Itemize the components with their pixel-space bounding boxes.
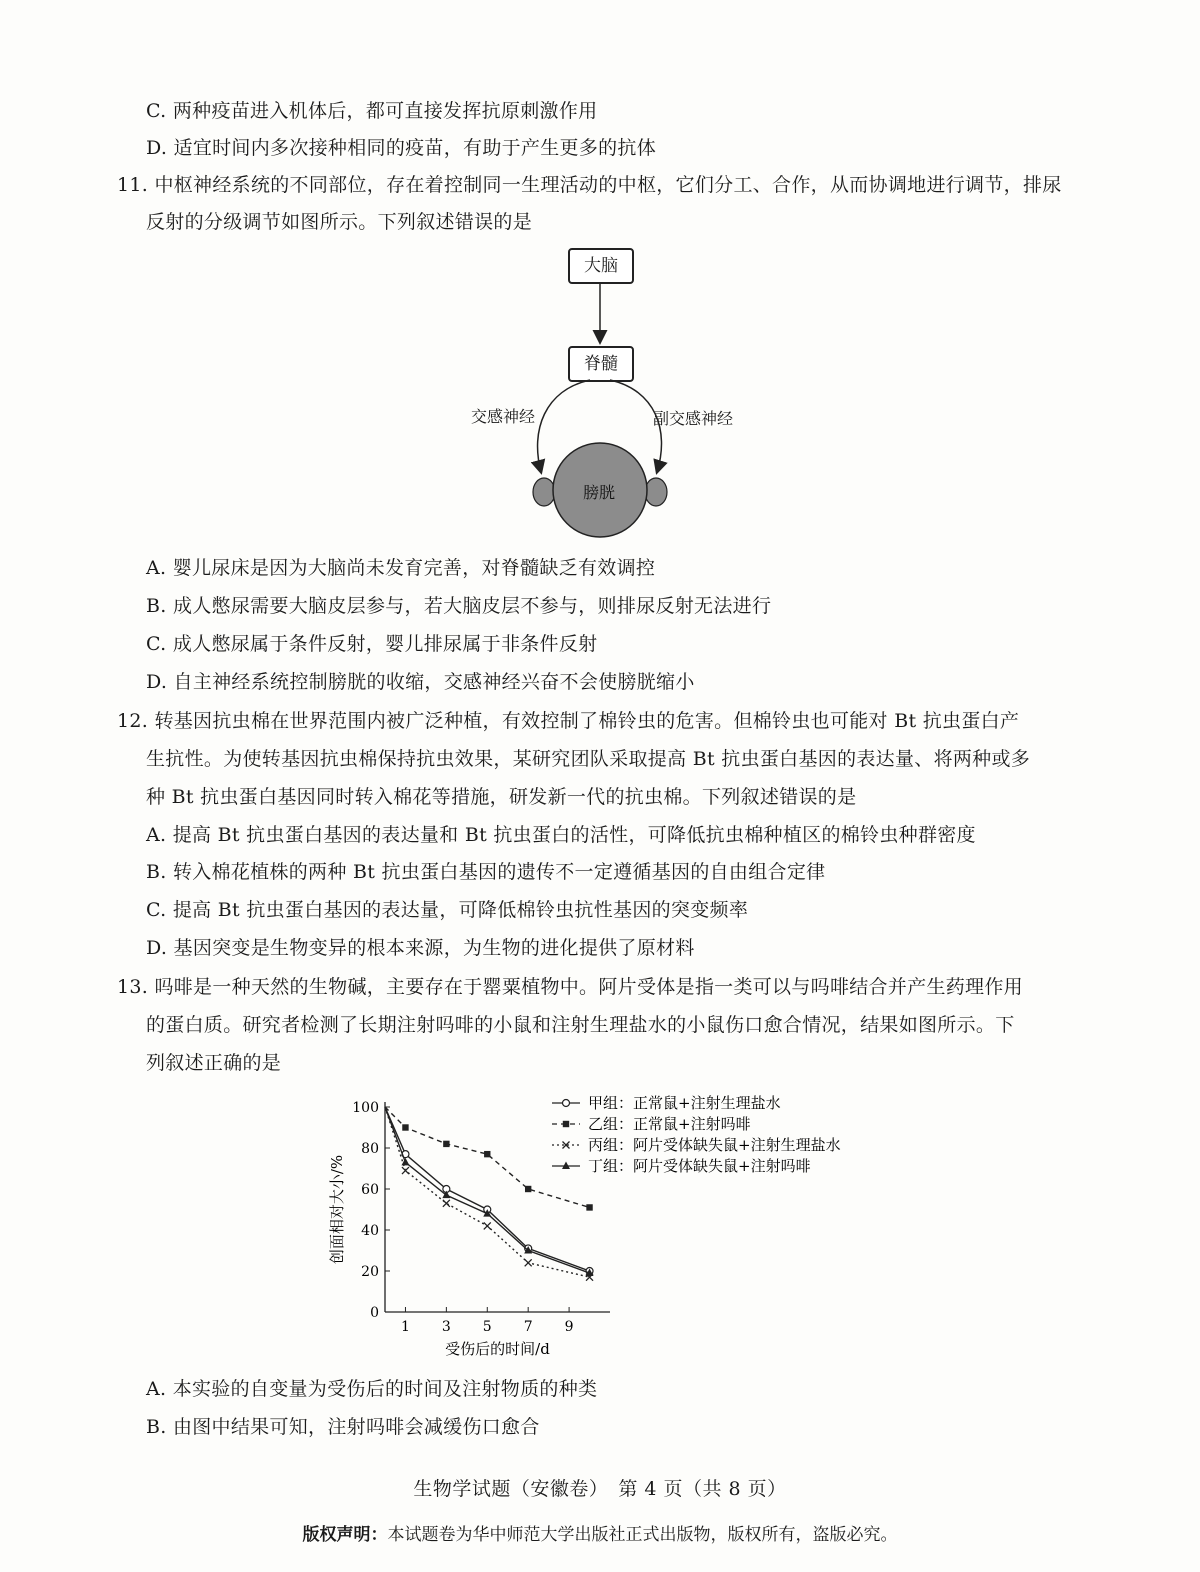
q13-stem-line1: 13. 吗啡是一种天然的生物碱，主要存在于罂粟植物中。阿片受体是指一类可以与吗啡结合并产生药理作用: [117, 976, 1023, 998]
q13-stem-line2: 的蛋白质。研究者检测了长期注射吗啡的小鼠和注射生理盐水的小鼠伤口愈合情况，结果如图所示。下: [146, 1014, 1015, 1036]
y-tick-label: 80: [361, 1141, 379, 1157]
q13-option-b: B. 由图中结果可知，注射吗啡会减缓伤口愈合: [146, 1416, 540, 1438]
spinal-cord-box: 脊髓: [568, 346, 634, 382]
q10-option-c: C. 两种疫苗进入机体后，都可直接发挥抗原刺激作用: [146, 100, 598, 122]
legend-label-3: 丁组：阿片受体缺失鼠+注射吗啡: [588, 1157, 811, 1175]
q12-option-a: A. 提高 Bt 抗虫蛋白基因的表达量和 Bt 抗虫蛋白的活性，可降低抗虫棉种植区的棉铃虫种群密度: [146, 824, 976, 846]
q12-stem-line2: 生抗性。为使转基因抗虫棉保持抗虫效果，某研究团队采取提高 Bt 抗虫蛋白基因的表达量、将两种或多: [146, 748, 1031, 770]
y-axis-label: 创面相对大小/%: [328, 1154, 346, 1265]
q12-option-d: D. 基因突变是生物变异的根本来源，为生物的进化提供了原材料: [146, 937, 695, 959]
sympathetic-label: 交感神经: [471, 407, 536, 426]
triangle-marker: [562, 1162, 570, 1170]
cross-marker: [484, 1222, 491, 1229]
diagram-graphics: [0, 0, 1200, 560]
cross-marker: [402, 1167, 409, 1174]
q11-stem-line2: 反射的分级调节如图所示。下列叙述错误的是: [146, 211, 533, 233]
page-footer: 生物学试题（安徽卷） 第 4 页（共 8 页）: [413, 1478, 787, 1500]
legend-label-1: 乙组：正常鼠+注射吗啡: [588, 1115, 751, 1133]
brain-box: 大脑: [568, 248, 634, 284]
circle-marker: [563, 1100, 570, 1107]
x-tick-label: 9: [564, 1319, 574, 1335]
square-marker: [525, 1186, 531, 1192]
series-line-2: [385, 1107, 590, 1277]
cross-marker: [525, 1259, 532, 1266]
q13-option-a: A. 本实验的自变量为受伤后的时间及注射物质的种类: [146, 1378, 598, 1400]
q11-option-d: D. 自主神经系统控制膀胱的收缩，交感神经兴奋不会使膀胱缩小: [146, 671, 695, 693]
copyright-notice: [0, 1520, 1200, 1545]
y-tick-label: 60: [361, 1182, 379, 1198]
y-tick-label: 100: [352, 1100, 379, 1116]
x-tick-label: 1: [400, 1319, 410, 1335]
q11-stem-line1: 11. 中枢神经系统的不同部位，存在着控制同一生理活动的中枢，它们分工、合作，从而协调地进行调节，排尿: [117, 174, 1062, 196]
q12-stem-line3: 种 Bt 抗虫蛋白基因同时转入棉花等措施，研发新一代的抗虫棉。下列叙述错误的是: [146, 786, 857, 808]
square-marker: [402, 1124, 408, 1130]
q10-option-d: D. 适宜时间内多次接种相同的疫苗，有助于产生更多的抗体: [146, 137, 657, 159]
y-tick-label: 20: [361, 1264, 379, 1280]
bladder-left-lobe: [533, 478, 555, 506]
q12-option-b: B. 转入棉花植株的两种 Bt 抗虫蛋白基因的遗传不一定遵循基因的自由组合定律: [146, 861, 826, 883]
x-tick-label: 7: [523, 1319, 533, 1335]
square-marker: [563, 1121, 569, 1127]
bladder-label: 膀胱: [583, 483, 616, 502]
legend-label-0: 甲组：正常鼠+注射生理盐水: [588, 1094, 781, 1112]
q12-stem-line1: 12. 转基因抗虫棉在世界范围内被广泛种植，有效控制了棉铃虫的危害。但棉铃虫也可能对 Bt 抗虫蛋白产: [117, 710, 1020, 732]
copyright-text: 本试题卷为华中师范大学出版社正式出版物，版权所有，盗版必究。: [387, 1525, 898, 1545]
square-marker: [586, 1204, 592, 1210]
legend-label-2: 丙组：阿片受体缺失鼠+注射生理盐水: [588, 1136, 841, 1154]
q11-option-c: C. 成人憋尿属于条件反射，婴儿排尿属于非条件反射: [146, 633, 598, 655]
q12-option-c: C. 提高 Bt 抗虫蛋白基因的表达量，可降低棉铃虫抗性基因的突变频率: [146, 899, 749, 921]
copyright-label: 版权声明：: [302, 1525, 388, 1545]
square-marker: [443, 1141, 449, 1147]
x-axis-label: 受伤后的时间/d: [445, 1340, 550, 1358]
y-tick-label: 0: [370, 1305, 379, 1321]
triangle-marker: [401, 1158, 409, 1166]
wound-healing-chart: [320, 1085, 920, 1385]
bladder-right-lobe: [645, 478, 667, 506]
square-marker: [484, 1151, 490, 1157]
y-tick-label: 40: [361, 1223, 379, 1239]
x-tick-label: 3: [441, 1319, 451, 1335]
cross-marker: [443, 1200, 450, 1207]
x-tick-label: 5: [482, 1319, 492, 1335]
q13-stem-line3: 列叙述正确的是: [146, 1052, 282, 1074]
q11-option-b: B. 成人憋尿需要大脑皮层参与，若大脑皮层不参与，则排尿反射无法进行: [146, 595, 772, 617]
q11-option-a: A. 婴儿尿床是因为大脑尚未发育完善，对脊髓缺乏有效调控: [146, 557, 656, 579]
parasympathetic-label: 副交感神经: [653, 409, 734, 428]
